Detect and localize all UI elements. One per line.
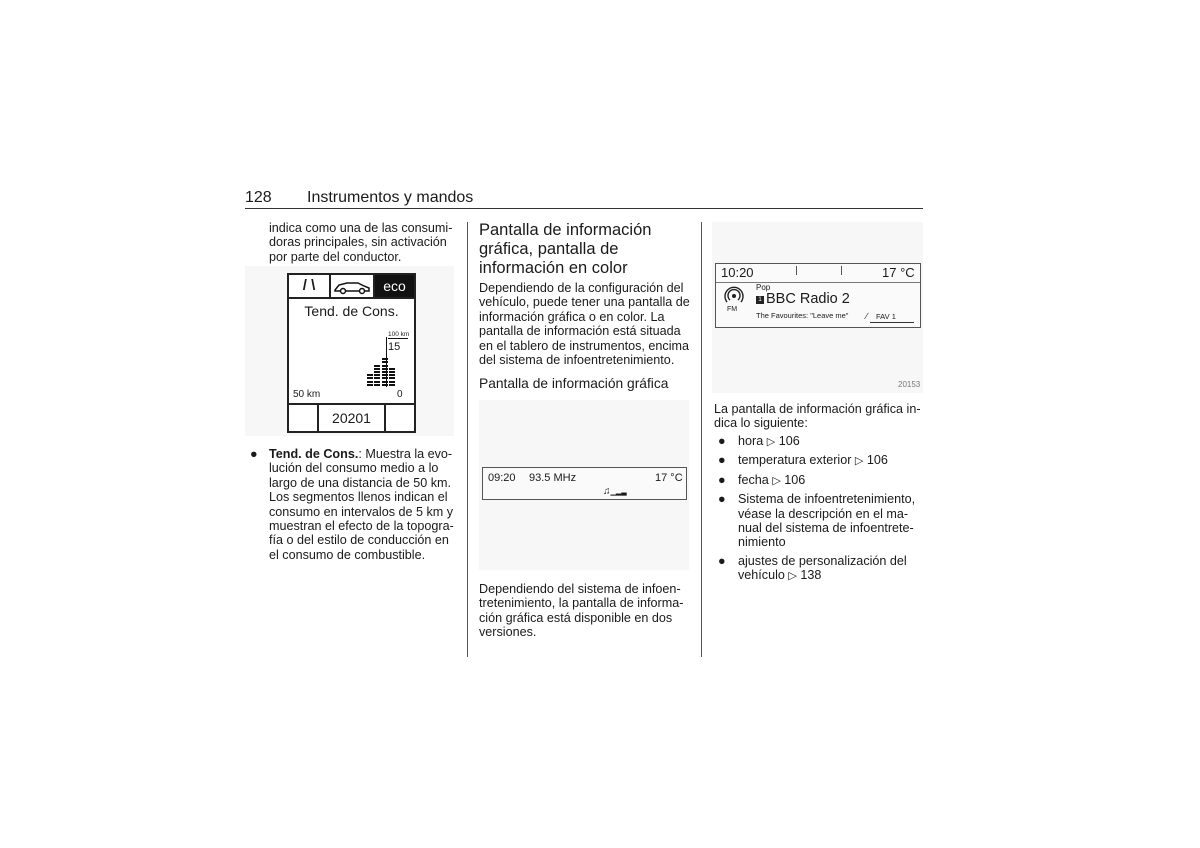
list-item: ● temperatura exterior ▷ 106 — [718, 453, 888, 468]
page-ref-icon: ▷ — [766, 436, 776, 448]
preset-badge: 1 — [756, 296, 764, 304]
consumption-segment — [374, 365, 380, 367]
range-label: 50 km — [293, 389, 321, 400]
consumption-segment — [382, 374, 388, 376]
text-line: Tend. de Cons.: Muestra la evo- — [269, 447, 453, 461]
consumption-segment — [389, 381, 395, 383]
fav-label: FAV 1 — [876, 312, 896, 321]
consumption-segment — [382, 365, 388, 367]
text-line: del sistema de infoentretenimiento. — [479, 353, 675, 368]
consumption-segment — [374, 374, 380, 376]
consumption-segment — [389, 368, 395, 370]
text-line: consumo en intervalos de 5 km y — [269, 504, 454, 519]
col3-intro — [714, 402, 926, 431]
text-line: Los segmentos llenos indican el — [269, 490, 448, 505]
text-line: pantalla de información está situada — [479, 324, 681, 339]
bullet-dot: ● — [718, 434, 726, 448]
consumption-segment — [367, 377, 373, 379]
display-temperature: 17 °C — [882, 265, 915, 280]
consumption-segment — [367, 374, 373, 376]
text-line: fía o del estilo de conducción en — [269, 533, 449, 548]
odometer-divider-right — [384, 405, 386, 431]
consumption-segment — [374, 371, 380, 373]
consumption-segment — [374, 381, 380, 383]
consumption-segment — [382, 358, 388, 360]
odometer-rule — [289, 403, 414, 405]
fav-tab — [866, 311, 914, 323]
text-line: el consumo de combustible. — [269, 547, 426, 562]
section-heading — [479, 221, 694, 278]
text-line: vehículo, puede tener una pantalla de — [479, 295, 690, 310]
bullet-dot: ● — [718, 472, 726, 487]
list-item: ● Sistema de infoentretenimiento, véase la descripción en el ma- nual del sistema de infoentrete- nimiento — [718, 492, 916, 550]
radio-display — [715, 263, 921, 328]
scale-top: 15 — [388, 341, 401, 353]
text-line: información gráfica o en color. La — [479, 309, 665, 324]
band-label: FM — [727, 306, 738, 313]
color-display-figure — [712, 222, 923, 393]
display-tick — [841, 266, 842, 275]
consumption-segment — [382, 377, 388, 379]
heading-line: información en color — [479, 259, 628, 277]
text-line: tretenimiento, la pantalla de informa- — [479, 596, 684, 611]
bullet-text — [248, 447, 460, 562]
bullet-dot: ● — [250, 447, 258, 461]
section-title: Instrumentos y mandos — [307, 189, 474, 206]
display-time: 09:20 — [488, 472, 516, 484]
col1-bullet — [248, 447, 460, 562]
page-ref: 106 — [778, 434, 800, 448]
text-line: La pantalla de información gráfica in- — [714, 402, 921, 416]
consumption-segment — [382, 371, 388, 373]
text-line: lución del consumo medio a lo — [269, 461, 439, 476]
list-item: ● fecha ▷ 106 — [718, 472, 806, 487]
consumption-segment — [389, 384, 395, 386]
radio-text: The Favourites: "Leave me" — [756, 311, 849, 320]
consumption-segment — [389, 371, 395, 373]
page-ref: 106 — [784, 472, 806, 487]
list-item: ● ajustes de personalización del vehículo ▷ 138 — [718, 553, 907, 583]
consumption-figure — [245, 266, 454, 436]
bullet-term: Tend. de Cons. — [269, 447, 359, 461]
consumption-bars — [289, 275, 414, 431]
genre-label: Pop — [756, 283, 771, 292]
page-ref: 138 — [800, 568, 822, 583]
consumption-segment — [382, 384, 388, 386]
bullet-dot: ● — [718, 553, 726, 568]
header-rule — [245, 208, 923, 209]
road-icon: / \ — [289, 275, 331, 297]
page-ref-icon: ▷ — [788, 570, 797, 583]
consumption-segment — [382, 361, 388, 363]
text-line: en el tablero de instrumentos, encima — [479, 338, 690, 353]
display-title: Tend. de Cons. — [304, 303, 399, 319]
display-divider — [716, 282, 920, 283]
page-ref-icon: ▷ — [772, 474, 781, 487]
text-line: ción gráfica está disponible en dos — [479, 610, 673, 625]
col2-paragraph-2 — [479, 582, 694, 640]
bullet-dot: ● — [718, 453, 726, 468]
text-line: muestran el efecto de la topogra- — [269, 519, 454, 534]
page-ref: 106 — [866, 453, 888, 468]
text-line: versiones. — [479, 625, 537, 640]
consumption-segment — [367, 381, 373, 383]
text-line: dica lo siguiente: — [714, 416, 808, 431]
bullet-dot: ● — [718, 492, 726, 507]
consumption-segment — [367, 384, 373, 386]
heading-line: Pantalla de información — [479, 221, 652, 239]
consumption-display — [287, 273, 416, 433]
page-number: 128 — [245, 189, 272, 206]
consumption-segment — [382, 381, 388, 383]
subheading: Pantalla de información gráfica — [479, 376, 669, 391]
consumption-segment — [389, 377, 395, 379]
consumption-segment — [374, 368, 380, 370]
fav-tab-edge: ∕ — [866, 311, 868, 321]
graphic-display-figure — [479, 400, 689, 570]
consumption-segment — [374, 377, 380, 379]
unit-label: 100 km — [388, 331, 410, 338]
column-divider-2 — [701, 222, 702, 657]
consumption-segment — [374, 384, 380, 386]
display-tick — [796, 266, 797, 275]
graphic-display — [482, 467, 687, 500]
eco-tab: eco — [375, 275, 414, 297]
text-line: doras principales, sin activación — [269, 235, 447, 250]
figure-id: 20153 — [898, 380, 921, 389]
col1-intro — [269, 221, 459, 264]
odometer-value: 20201 — [332, 410, 371, 426]
display-temperature: 17 °C — [655, 472, 683, 484]
col3-list — [714, 434, 926, 588]
display-frequency: 93.5 MHz — [529, 472, 577, 484]
page-ref-icon: ▷ — [854, 455, 864, 468]
list-item: ● hora ▷ 106 — [718, 434, 800, 448]
text-line: Dependiendo de la configuración del — [479, 281, 684, 295]
scale-bottom: 0 — [397, 389, 403, 400]
text-line: largo de una distancia de 50 km. — [269, 475, 452, 490]
heading-line: gráfica, pantalla de — [479, 240, 619, 258]
text-line: Dependiendo del sistema de infoen- — [479, 582, 681, 596]
text-line: indica como una de las consumi- — [269, 221, 453, 235]
station-name: BBC Radio 2 — [766, 291, 850, 307]
consumption-segment — [382, 368, 388, 370]
column-divider-1 — [467, 222, 468, 657]
consumption-segment — [389, 374, 395, 376]
col2-paragraph-1 — [479, 281, 694, 367]
display-time: 10:20 — [721, 265, 754, 280]
music-signal-icon: ♫▁▂▃ — [603, 486, 627, 497]
text-line: por parte del conductor. — [269, 249, 402, 264]
